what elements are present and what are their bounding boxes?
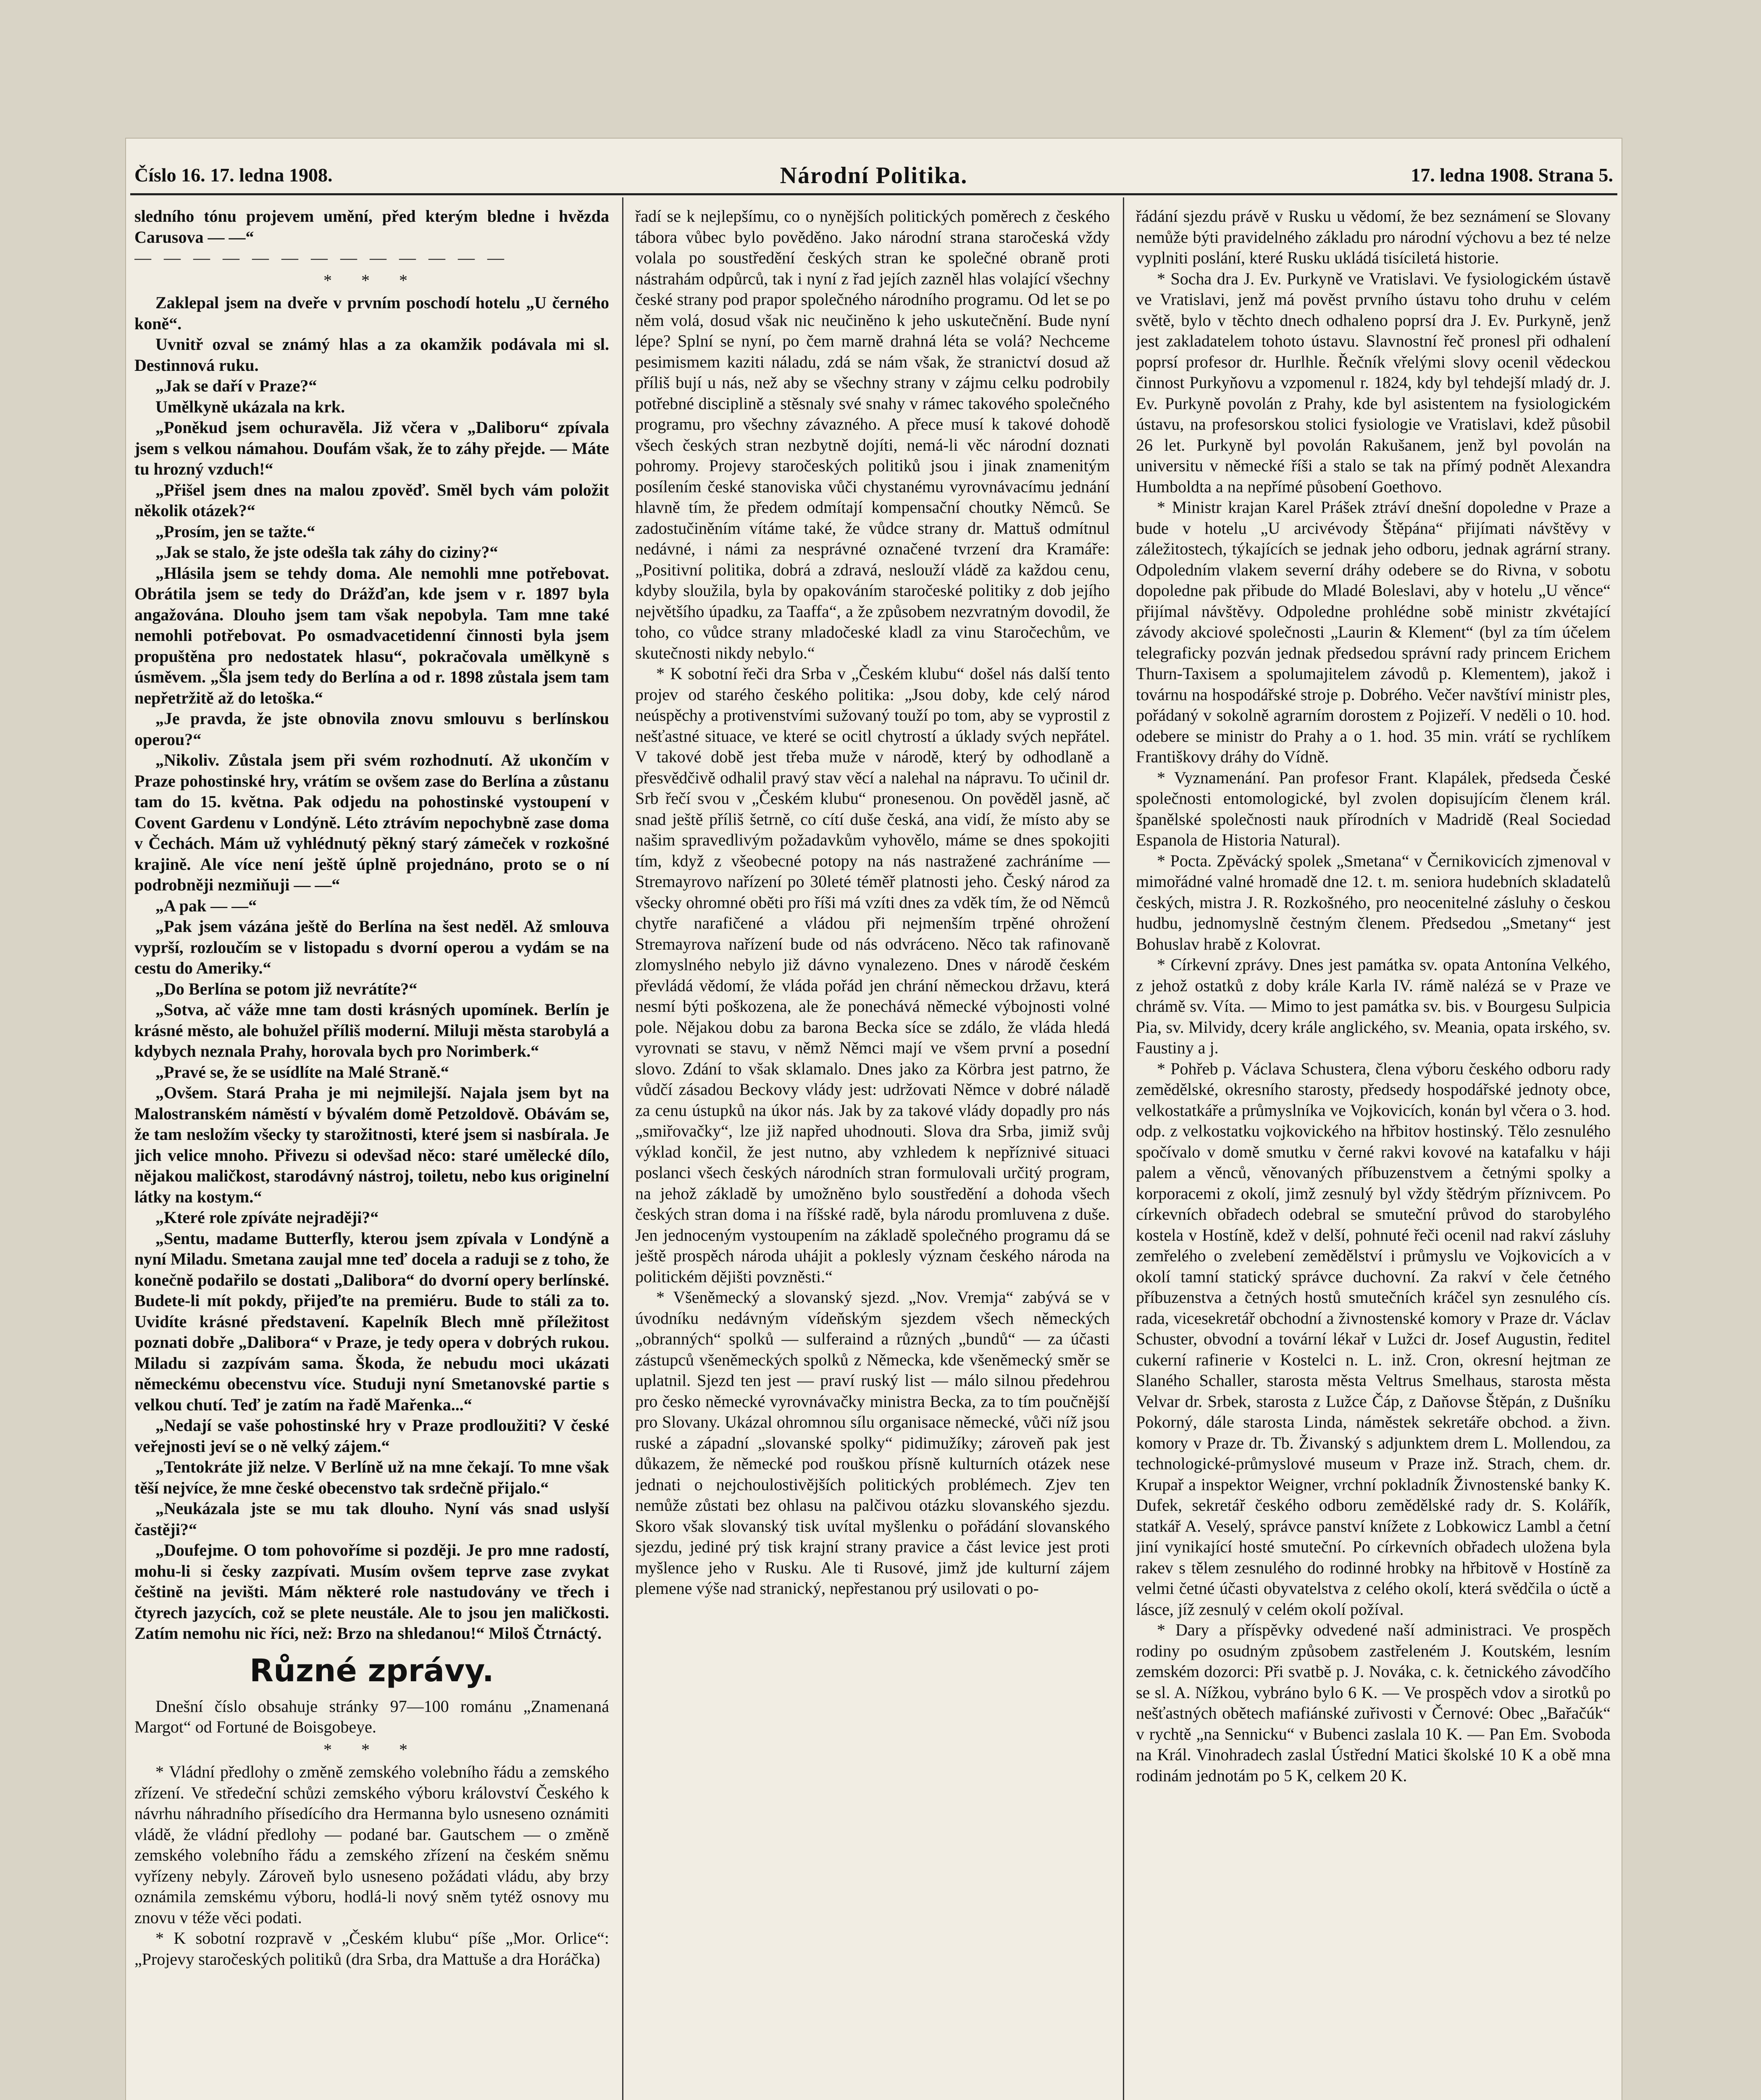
masthead-title: Národní Politika. bbox=[780, 163, 968, 189]
paragraph: řádání sjezdu právě v Rusku u vědomí, že bez seznámení se Slovany nemůže býti pravidelného základu pro národní výchovu a bez té nelze vyplniti poslání, které Rusku ukládá tisíciletá historie. bbox=[1136, 207, 1611, 267]
paragraph: Dnešní číslo obsahuje stránky 97—100 románu „Znamenaná Margot“ od Fortuné de Boisgobeye. bbox=[134, 1696, 609, 1736]
section-heading: Různé zprávy. bbox=[250, 1652, 494, 1689]
news-item: * Socha dra J. Ev. Purkyně ve Vratislavi. Ve fysiologickém ústavě ve Vratislavi, jenž má pověst prvního ústavu toho druhu v celém světě, bylo v těchto dnech odhaleno poprsí dra J. Ev. Purkyně, jenž jest zakladatelem tohoto ústavu. Slavnostní řeč pronesl při odhalení poprsí profesor dr. Hurlhle. Řečník vřelými slovy ocenil vědeckou činnost Purkyňovu a vzpomenul r. 1824, kdy byl tehdejší mladý dr. J. Ev. Purkyně povolán z Prahy, kde byl asistentem na fysiologickém ústavu, na profesorskou stolici fysiologie ve Vratislavi, kdež působil 26 let. Purkyně byl povolán Rakušanem, jenž byl povolán na universitu v německé říši a stalo se tak na přímý podnět Alexandra Humboldta a na nepřímé působení Goethovo. bbox=[1136, 269, 1611, 496]
page-header bbox=[126, 164, 1622, 193]
news-item: * Ministr krajan Karel Prášek ztráví dnešní dopoledne v Praze a bude v hotelu „U arcivévody Štěpána“ přijímati návštěvy v záležitostech, týkajících se jednak jeho odboru, jednak agrární strany. Odpoledním vlakem severní dráhy odebere se do Rivna, v sobotu dopoledne pak přibude do Mladé Boleslavi, aby v hotelu „U věnce“ přijímal návštěvy. Odpoledne prohlédne sobě ministr zkvétající závody akciové společnosti „Laurin & Klement“ (byl za tím účelem telegraficky pozván jednak předsedou správní rady princem Erichem Thurn-Taxisem a spolumajitelem závodů p. Klementem), jakož i továrnu na hospodářské stroje p. Dobrého. Večer navštíví ministr ples, pořádaný v sokolně agrarním dorostem z Pojizeří. V neděli o 10. hod. odebere se ministr do Prahy a o 1. hod. 35 min. vrátí se rychlíkem Františkovy dráhy do Vídně. bbox=[1136, 498, 1611, 766]
dash-separator: — — — — — — — — — — — — — bbox=[134, 248, 508, 267]
paragraph: sledního tónu projevem umění, před kterým bledne i hvězda Carusova — —“ bbox=[134, 207, 609, 247]
paragraph: Umělkyně ukázala na krk. bbox=[155, 397, 345, 416]
news-item: * Církevní zprávy. Dnes jest památka sv. opata Antonína Velkého, z jehož ostatků z doby krále Karla IV. rámě nalézá se v Praze ve chrámě sv. Víta. — Mimo to jest památka sv. bis. v Bourgesu Sulpicia Pia, sv. Milvidy, dcery krále anglického, sv. Meania, opata irského, sv. Faustiny a j. bbox=[1136, 955, 1611, 1057]
news-item: * K sobotní rozpravě v „Českém klubu“ píše „Mor. Orlice“: „Projevy staročeských politiků (dra Srba, dra Mattuše a dra Horáčka) bbox=[134, 1929, 609, 1969]
paragraph: „Pravé se, že se usídlíte na Malé Straně.“ bbox=[155, 1062, 449, 1082]
news-item: * K sobotní řeči dra Srba v „Českém klubu“ došel nás další tento projev od starého českého politika: „Jsou doby, kde celý národ neúspěchy a protivenstvími sužovaný touží po tom, aby se vyprostil z nešťastné situace, ve které se ocitl chytrostí a úklady svých nepřátel. V takové době jest třeba muže v národě, který by odhodlaně a přesvědčivě odhalil pravý stav věcí a nalehal na nápravu. To učinil dr. Srb řečí svou v „Českém klubu“ pronesenou. On pověděl jasně, ač snad ještě příliš šetrně, co cítí duše česká, ana vidí, že místo aby se našim spravedlivým požadavkům vyhovělo, máme se dnes spokojiti tím, když z všeobecné potopy na nás nastražené zachráníme — Stremayrovo nařízení po 30leté téměř platnosti jeho. Český národ za všecky ohromné oběti pro říši má vzíti dnes za vděk tím, že od Němců chytře narafičené a vládou při nejmenším trpěné ohrožení Stremayrova nařízení bude od nás odvráceno. Něco tak rafinovaně zlomyslného nebylo již dávno vynalezeno. Dnes v národě českém převládá vědomí, že vláda pořád jen chrání německou državu, která nesmí býti poškozena, ale že ponechává německé výbojnosti volné pole. Nějakou dobu za barona Becka síce se zdálo, že vláda hledá vyrovnati se stavu, v němž Němci mají ve všem první a posední slovo. Zdání to však sklamalo. Dnes jako za Körbra jest patrno, že vůdčí zásadou Beckovy vlády jest: udržovati Němce v dobré náladě za cenu ústupků na úkor nás. Jak by za takové vlády dopadly pro nás „smiřovačky“, lze již napřed uhodnouti. Slova dra Srba, jimiž svůj výklad končil, že jest nutno, aby vzhledem k nepříznivé situaci poslanci všech českých národních stran formulovali určitý program, na jehož základě by umožněno bylo soustředění a dohoda všech českých stran doma i na říšské radě, byla národu promluvena z duše. Jen jednoceným vystoupením na základě společného programu dá se ještě prospěch národa uhájit a poklesly význam českého národa na politickém dějišti povzněsti.“ bbox=[635, 664, 1110, 1286]
paragraph: Uvnitř ozval se známý hlas a za okamžik podávala mi sl. Destinnová ruku. bbox=[134, 335, 609, 375]
paragraph: „Nikoliv. Zůstala jsem při svém rozhodnutí. Až ukončím v Praze pohostinské hry, vrátím se ovšem zase do Berlína a zůstanu tam do 15. května. Pak odjedu na pohostinské vystoupení v Covent Gardenu v Londýně. Léto ztrávím nepochybně zase doma v Čechách. Mám už vyhlédnutý pěkný starý zámeček v rozkošné krajině. Ale více není ještě úplně projednáno, proto se o ní podrobněji nezmiňuji — —“ bbox=[134, 751, 609, 894]
paragraph: „Jak se stalo, že jste odešla tak záhy do ciziny?“ bbox=[155, 543, 498, 562]
paragraph: „Jak se daří v Praze?“ bbox=[155, 376, 317, 395]
column-3 bbox=[1136, 206, 1611, 2100]
paragraph: „Prosím, jen se tažte.“ bbox=[155, 522, 315, 541]
paragraph: „Tentokráte již nelze. V Berlíně už na mne čekají. To mne však těší nejvíce, že mne české obecenstvo tak srdečně přijalo.“ bbox=[134, 1457, 609, 1497]
paragraph: „Které role zpíváte nejraději?“ bbox=[155, 1208, 379, 1227]
news-item: * Vládní předlohy o změně zemského volebního řádu a zemského zřízení. Ve středeční schůzi zemského výboru království Českého k návrhu náhradního přísedícího dra Hermanna bylo usneseno oznámiti vládě, že vládní předlohy — podané bar. Gautschem — o změně zemského volebního řádu a zemského zřízení na českém sněmu vyřízeny nebyly. Zároveň bylo usneseno požádati vládu, aby brzy oznámila zemskému výboru, hodlá-li nový sněm tytéž osnovy mu znovu v téže věci podati. bbox=[134, 1762, 609, 1927]
paragraph: „Sentu, madame Butterfly, kterou jsem zpívala v Londýně a nyní Miladu. Smetana zaujal mne teď docela a raduji se z toho, že konečně podařilo se dostati „Dalibora“ do dvorní opery berlínské. Budete-li mít pokdy, přijeďte na premiéru. Bude to stáli za to. Uvidíte krásné představení. Kapelník Blech mně příležitost poznati dobře „Dalibora“ v Praze, je tedy opera v dobrých rukou. Miladu si zazpívám sama. Škoda, že nebudu moci ukázati německému obecenstvu více. Studuji nyní Smetanovské partie s velkou chutí. Teď je zatím na řadě Mařenka...“ bbox=[134, 1228, 609, 1414]
issue-number: Číslo 16. 17. ledna 1908. bbox=[134, 164, 333, 186]
asterism: * * * bbox=[323, 1740, 420, 1759]
paragraph: „Sotva, ač váže mne tam dosti krásných upomínek. Berlín je krásné město, ale bohužel příliš moderní. Miluji města starobylá a kdybych neznala Prahy, horovala bych pro Norimberk.“ bbox=[134, 1000, 609, 1060]
paragraph: „Pak jsem vázána ještě do Berlína na šest neděl. Až smlouva vyprší, rozloučím se v listopadu s dvorní operou a vydám se na cestu do Ameriky.“ bbox=[134, 917, 609, 977]
column-divider bbox=[622, 197, 623, 2100]
header-rule bbox=[130, 193, 1617, 195]
paragraph: „Poněkud jsem ochuravěla. Již včera v „Daliboru“ zpívala jsem s velkou námahou. Doufám však, že to záhy přejde. — Máte tu hrozný vzduch!“ bbox=[134, 418, 609, 478]
paragraph: „Přišel jsem dnes na malou zpověď. Směl bych vám položit několik otázek?“ bbox=[134, 480, 609, 520]
paragraph: „Hlásila jsem se tehdy doma. Ale nemohli mne potřebovat. Obrátila jsem se tedy do Drážďan, kde jsem v r. 1897 byla angažována. Dlouho jsem tam však nepobyla. Tam mne také nemohli potřebovat. Po osmadvacetidenní činnosti byla jsem propuštěna pro nedostatek hlasu“, pokračovala umělkyně s úsměvem. „Šla jsem tedy do Berlína a od r. 1898 zůstala jsem tam nepřetržitě až do letoška.“ bbox=[134, 563, 609, 707]
news-item: * Všeněmecký a slovanský sjezd. „Nov. Vremja“ zabývá se v úvodníku nedávným vídeňským sjezdem všech německých „obranných“ spolků — sulferaind a různých „bundů“ — za účasti zástupců všeněmeckých spolků z Německa, kde všeněmecký směr se uplatnil. Sjezd ten jest — praví ruský list — málo silnou předehrou pro česko německé vyrovnávačky ministra Becka, za to tím poučnější pro Slovany. Ukázal ohromnou sílu organisace německé, vůči níž jsou ruské a západní „slovanské spolky“ pidimužíky; zároveň pak jest důkazem, že německé pod rouškou přísně kulturních otázek nese jednati o nejchoulostivějších politických problémech. Zjev ten nemůže zůstati bez ohlasu na palčivou otázku slovanského sjezdu. Skoro však slovanský tisk uvítal myšlenku o pořádání slovanského sjezdu, jediné prý tisk krajní strany pravice a část levice jest proti myšlence jeho v Rusku. Ale ti Rusové, jimž jde kulturní zájem plemene výše nad stranický, nepřestanou prý usilovati o po- bbox=[635, 1288, 1110, 1598]
newspaper-page bbox=[126, 139, 1622, 2100]
paragraph: Zaklepal jsem na dveře v prvním poschodí hotelu „U černého koně“. bbox=[134, 293, 609, 333]
news-item: * Pocta. Zpěvácký spolek „Smetana“ v Černikovicích zjmenoval v mimořádné valné hromadě dne 12. t. m. seniora hudebních skladatelů českých, mistra J. R. Rozkošného, pro neocenitelné zásluhy o českou hudbu, jednomyslně čestným členem. Předsedou „Smetany“ jest Bohuslav hrabě z Kolovrat. bbox=[1136, 851, 1611, 953]
paragraph: „Nedají se vaše pohostinské hry v Praze prodloužiti? V české veřejnosti jeví se o ně velký zájem.“ bbox=[134, 1416, 609, 1456]
date-and-page: 17. ledna 1908. Strana 5. bbox=[1411, 164, 1613, 186]
paragraph: řadí se k nejlepšímu, co o nynějších politických poměrech z českého tábora vůbec bylo pověděno. Jako národní strana staročeská vždy volala po soustředění českých stran ke společné obraně proti nástrahám odpůrců, tak i nyní z řad jejích zazněl hlas volající všechny české strany pod prapor společného národního programu. Od let se po něm volá, dosud však nic neučiněno k jeho uskutečnění. Bude nyní lépe? Splní se nyní, po čem marně drahná léta se volá? Nechceme pesimismem kaziti náladu, zdá se nám však, že stranictví dosud až příliš bují u nás, než aby se všechny strany v zájmu celku podrobily potřebné disciplině a stěsnaly své snahy v rámec takového společného programu, pro všechny závazného. A přece musí k takové dohodě všech českých stran nezbytně dojíti, nemá-li věc národní doznati pohromy. Projevy staročeských politiků jsou i jinak znamenitým posílením české stanoviska vůči chystanému vyrovnávacímu jednání hlavně tím, že předem odmítají kompensační choutky Němců. Se zadostučiněním vítáme také, že vůdce strany dr. Mattuš odmítnul nedávné, i námi za nesprávné označené tvrzení dra Kramáře: „Positivní politika, dobrá a zdravá, neslouží vládě za každou cenu, kdyby sloužila, byla by opakováním staročeské politiky z dob jejího největšího úpadku, za Taaffa“, a že způsobem nezvratným dovodil, že toho, co vůdce strany mladočeské kladl za vinu Staročechům, ve skutečnosti nikdy nebylo.“ bbox=[635, 207, 1110, 662]
news-item: * Pohřeb p. Václava Schustera, člena výboru českého odboru rady zemědělské, okresního starosty, předsedy hospodářské jednoty obce, velkostatkáře a průmyslníka ve Vojkovicích, konán byl včera o 3. hod. odp. z velkostatku vojkovického na hřbitov hostinský. Tělo zesnulého spočívalo v domě smutku v černé rakvi kovové na katafalku v háji palem a věnců, věnovaných příbuzenstvem a četnými spolky a korporacemi z okolí, jimž zesnulý byl vždy štědrým příznivcem. Po církevních obřadech odebral se smuteční průvod do starobylého kostela v Hostíně, kdež v delší, pohnuté řeči ocenil nad rakví zásluhy zemřelého o zvelebení zemědělství i průmyslu ve Vojkovicích a v okolí tamní statický správce duchovní. Za rakví v čele četného příbuzenstva a četných hostů smutečních kráčel syn zesnulého cís. rada, vicesekretář obchodní a živnostenské komory v Praze dr. Václav Schuster, obvodní a tovární lékař v Lužci dr. Josef Augustin, ředitel cukerní rafinerie v Kostelci n. L. inž. Cron, okresní hejtman ze Slaného Schaller, starosta města Veltrus Smelhaus, starosta města Velvar dr. Srbek, starosta z Lužce Čáp, z Daňovse Štěpán, z Dušníku Pokorný, dále starosta Linda, náměstek sekretáře obchod. a živn. komory v Praze dr. Tb. Živanský s adjunktem drem L. Mollendou, za technologické-průmyslové museum v Praze inž. Strach, chem. dr. Krupař a inspektor Weigner, vrchní pokladník Živnostenské banky K. Dufek, sekretář českého odboru zemědělské rady dr. S. Kolářík, statkář A. Veselý, správce panství knížete z Lobkowicz Lambl a četní jiní vynikající hosté smuteční. Po církevních obřadech uložena byla rakev s tělem zesnulého do rodinné hrobky na hřbitově v Hostíně za velmi četné účasti obyvatelstva z celého okolí, která svědčila o úctě a lásce, jíž zesnulý v celém okolí požíval. bbox=[1136, 1059, 1611, 1619]
news-item: * Vyznamenání. Pan profesor Frant. Klapálek, předseda České společnosti entomologické, byl zvolen dopisujícím členem král. španělské společnosti nauk přírodních v Madridě (Real Sociedad Espanola de Historia Natural). bbox=[1136, 768, 1611, 849]
paragraph: „A pak — —“ bbox=[155, 896, 257, 915]
paragraph: „Do Berlína se potom již nevrátíte?“ bbox=[155, 979, 418, 998]
column-1 bbox=[134, 206, 609, 2100]
column-divider bbox=[1123, 197, 1124, 2100]
paragraph: „Je pravda, že jste obnovila znovu smlouvu s berlínskou operou?“ bbox=[134, 709, 609, 749]
paragraph: „Neukázala jste se mu tak dlouho. Nyní vás snad uslyší častěji?“ bbox=[134, 1499, 609, 1539]
paragraph: „Doufejme. O tom pohovoříme si později. Je pro mne radostí, mohu-li si česky zazpívati. Musím ovšem teprve zase zvykat češtině na jevišti. Mám některé role nastudovány ve třech i čtyrech jazycích, což se plete neustále. Ale to jsou jen maličkosti. Zatím nemohu nic říci, než: Brzo na shledanou!“ Miloš Čtrnáctý. bbox=[134, 1541, 609, 1643]
news-item: * Dary a příspěvky odvedené naší administraci. Ve prospěch rodiny po osudným způsobem zastřeleném J. Koutském, lesním zemském dozorci: Při svatbě p. J. Nováka, c. k. četnického závodčího se sl. A. Nížkou, vybráno bylo 6 K. — Ve prospěch vdov a sirotků po nešťastných obětech mafiánské zuřivosti v Černové: Obec „Bařačúk“ v rychtě „na Sennicku“ v Bubenci zaslala 10 K. — Pan Em. Svoboda na Král. Vinohradech zaslal Ústřední Matici školské 10 K a obě mna rodinám jednotám po 5 K, celkem 20 K. bbox=[1136, 1620, 1611, 1785]
paragraph: „Ovšem. Stará Praha je mi nejmilejší. Najala jsem byt na Malostranském náměstí v bývalém domě Petzoldově. Obávám se, že tam nesložím všecky ty starožitnosti, které jsem si nasbírala. Je jich velice mnoho. Přivezu si odevšad něco: staré umělecké dílo, nějakou maličkost, starodávný nástroj, toiletu, nebo kus originelní látky na kostym.“ bbox=[134, 1083, 609, 1206]
column-2 bbox=[635, 206, 1110, 2100]
asterism: * * * bbox=[323, 270, 420, 290]
